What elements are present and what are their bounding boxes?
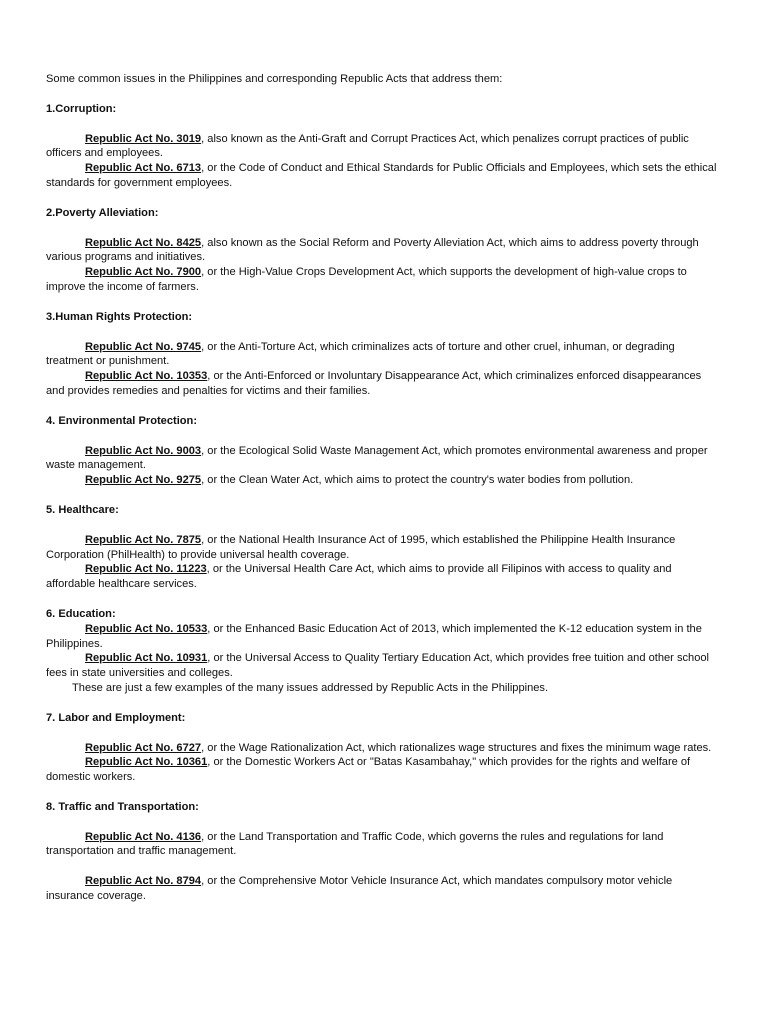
act-link[interactable]: Republic Act No. 10533 xyxy=(85,622,208,635)
act-link[interactable]: Republic Act No. 7875 xyxy=(85,533,202,546)
section-heading: 5. Healthcare: xyxy=(46,503,119,516)
act-description: , or the Comprehensive Motor Vehicle Insurance Act, which mandates compulsory motor vehicle insurance coverage. xyxy=(46,875,673,903)
section-education xyxy=(46,607,722,696)
section-heading: 2.Poverty Alleviation: xyxy=(46,206,159,219)
act-paragraph xyxy=(46,369,722,399)
act-paragraph xyxy=(46,444,722,474)
section-healthcare xyxy=(46,503,722,592)
act-link[interactable]: Republic Act No. 9745 xyxy=(85,340,202,353)
spacer xyxy=(46,696,722,711)
act-paragraph xyxy=(46,830,722,860)
section-heading: 6. Education: xyxy=(46,607,116,620)
section-heading: 8. Traffic and Transportation: xyxy=(46,800,199,813)
act-description: , or the Ecological Solid Waste Management Act, which promotes environmental awareness and proper waste management. xyxy=(46,444,708,472)
act-link[interactable]: Republic Act No. 10353 xyxy=(85,370,208,383)
act-paragraph xyxy=(46,473,722,488)
section-human-rights xyxy=(46,310,722,399)
act-paragraph xyxy=(46,874,722,904)
section-heading: 7. Labor and Employment: xyxy=(46,711,186,724)
act-link[interactable]: Republic Act No. 11223 xyxy=(85,563,207,576)
act-link[interactable]: Republic Act No. 10361 xyxy=(85,756,208,769)
act-paragraph xyxy=(46,622,722,652)
act-description: , or the Code of Conduct and Ethical Standards for Public Officials and Employees, which sets the ethical standards for government employees. xyxy=(46,162,717,189)
spacer xyxy=(46,785,722,800)
act-description: , or the Enhanced Basic Education Act of 2013, which implemented the K-12 education system in the Philippines. xyxy=(46,622,702,650)
section-heading: 1.Corruption: xyxy=(46,102,117,115)
act-link[interactable]: Republic Act No. 6727 xyxy=(85,741,202,754)
act-link[interactable]: Republic Act No. 9003 xyxy=(85,444,202,457)
section-environment xyxy=(46,414,722,488)
act-link[interactable]: Republic Act No. 8425 xyxy=(85,236,202,249)
act-link[interactable]: Republic Act No. 10931 xyxy=(85,652,208,665)
act-description: , or the Anti-Enforced or Involuntary Disappearance Act, which criminalizes enforced disappearances and provides remedies and penalties for victims and their families. xyxy=(46,370,702,397)
act-description: , or the Clean Water Act, which aims to protect the country's water bodies from pollution. xyxy=(201,474,634,487)
section-corruption xyxy=(46,102,722,191)
section-labor xyxy=(46,711,722,785)
act-description: , also known as the Anti-Graft and Corrupt Practices Act, which penalizes corrupt practices of public officers and employees. xyxy=(46,132,689,160)
act-paragraph xyxy=(46,562,722,592)
act-link[interactable]: Republic Act No. 4136 xyxy=(85,830,202,843)
act-paragraph xyxy=(46,132,722,162)
act-paragraph xyxy=(46,161,722,191)
act-paragraph xyxy=(46,741,722,756)
act-link[interactable]: Republic Act No. 3019 xyxy=(85,132,202,145)
act-description: , or the National Health Insurance Act of 1995, which established the Philippine Health Insurance Corporation (PhilHealth) to provide universal health coverage. xyxy=(46,533,676,561)
section-poverty xyxy=(46,206,722,295)
act-description: , or the Universal Health Care Act, which aims to provide all Filipinos with access to quality and affordable healthcare services. xyxy=(46,563,672,591)
act-paragraph xyxy=(46,755,722,785)
intro-text: Some common issues in the Philippines and corresponding Republic Acts that address them: xyxy=(46,73,503,85)
act-description: , or the Wage Rationalization Act, which rationalizes wage structures and fixes the minimum wage rates. xyxy=(201,741,712,754)
document-page xyxy=(46,72,722,904)
spacer xyxy=(46,295,722,310)
section-heading: 3.Human Rights Protection: xyxy=(46,310,193,323)
act-description: , or the Domestic Workers Act or "Batas Kasambahay," which provides for the rights and welfare of domestic workers. xyxy=(46,756,691,784)
act-link[interactable]: Republic Act No. 7900 xyxy=(85,266,202,279)
section-heading: 4. Environmental Protection: xyxy=(46,414,198,427)
act-paragraph xyxy=(46,265,722,295)
act-description: , or the Universal Access to Quality Tertiary Education Act, which provides free tuition and other school fees in state universities and colleges. xyxy=(46,652,710,680)
spacer xyxy=(46,399,722,414)
act-link[interactable]: Republic Act No. 9275 xyxy=(85,474,202,487)
spacer xyxy=(46,592,722,607)
act-description: , also known as the Social Reform and Poverty Alleviation Act, which aims to address poverty through various programs and initiatives. xyxy=(46,236,699,264)
spacer xyxy=(46,191,722,206)
section-transport xyxy=(46,800,722,904)
act-paragraph xyxy=(46,236,722,266)
act-paragraph xyxy=(46,340,722,370)
act-description: , or the Anti-Torture Act, which criminalizes acts of torture and other cruel, inhuman, or degrading treatment or punishment. xyxy=(46,340,675,368)
act-link[interactable]: Republic Act No. 6713 xyxy=(85,162,202,175)
spacer xyxy=(46,488,722,503)
act-description: , or the High-Value Crops Development Act, which supports the development of high-value crops to improve the income of farmers. xyxy=(46,266,687,293)
spacer xyxy=(46,859,722,874)
act-description: , or the Land Transportation and Traffic Code, which governs the rules and regulations for land transportation and traffic management. xyxy=(46,830,664,858)
act-paragraph xyxy=(46,533,722,563)
closing-note: These are just a few examples of the many issues addressed by Republic Acts in the Philippines. xyxy=(72,681,549,694)
act-link[interactable]: Republic Act No. 8794 xyxy=(85,875,202,888)
act-paragraph xyxy=(46,651,722,681)
